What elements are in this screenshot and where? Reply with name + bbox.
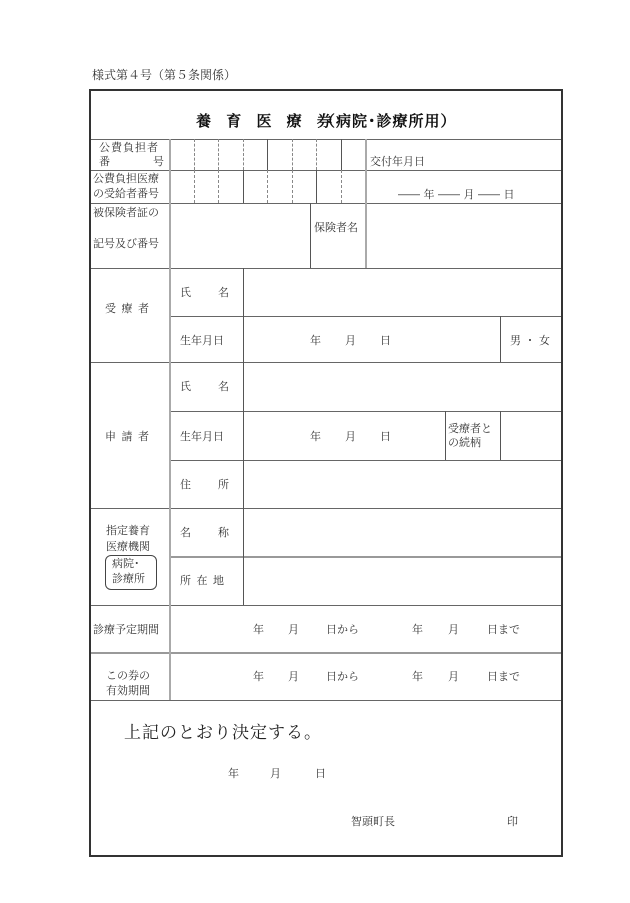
patient-name-field[interactable] xyxy=(244,269,559,316)
form-title: 養 育 医 療 券 xyxy=(196,112,337,130)
treatment-to-day: 日まで xyxy=(487,623,520,636)
institution-section-label-2: 医療機関 xyxy=(106,540,150,553)
treatment-to-year: 年 xyxy=(412,623,423,636)
recipient-number-label: 公費負担医療 xyxy=(93,172,159,185)
decision-date-year: 年 xyxy=(228,767,239,780)
issuer-name: 智頭町長 xyxy=(351,815,395,828)
institution-location-field[interactable] xyxy=(244,558,559,605)
recipient-number-field[interactable] xyxy=(171,171,365,203)
validity-from-month: 月 xyxy=(288,670,299,683)
patient-section-label: 受 療 者 xyxy=(105,302,150,315)
payer-number-label-2a: 番 xyxy=(99,155,110,168)
applicant-address-label-b: 所 xyxy=(218,478,229,491)
applicant-address-label: 住 xyxy=(180,478,191,491)
form-number: 様式第４号（第５条関係） xyxy=(92,68,237,82)
recipient-number-label-2: の受給者番号 xyxy=(93,187,159,200)
validity-to-year: 年 xyxy=(412,670,423,683)
validity-from-day: 日から xyxy=(326,670,359,683)
applicant-dob-field[interactable] xyxy=(244,412,444,460)
applicant-section-label: 申 請 者 xyxy=(105,430,150,443)
decision-statement: 上記のとおり決定する。 xyxy=(124,723,322,743)
payer-number-field[interactable] xyxy=(171,140,365,170)
applicant-dob-day: 日 xyxy=(380,430,391,443)
decision-date-month: 月 xyxy=(270,767,281,780)
treatment-from-day: 日から xyxy=(326,623,359,636)
treatment-from-year: 年 xyxy=(253,623,264,636)
insurance-label-2: 記号及び番号 xyxy=(93,237,159,250)
patient-dob-label: 生年月日 xyxy=(180,334,224,347)
payer-number-label: 公費負担者 xyxy=(99,141,159,154)
institution-name-label: 名 xyxy=(180,526,191,539)
treatment-period-field[interactable] xyxy=(171,606,559,652)
insurer-name-field[interactable] xyxy=(367,204,559,268)
institution-section-label: 指定養育 xyxy=(106,524,150,537)
patient-dob-day: 日 xyxy=(380,334,391,347)
patient-dob-month: 月 xyxy=(345,334,356,347)
issue-date-value[interactable]: ―― 年 ―― 月 ―― 日 xyxy=(398,188,515,201)
validity-period-label-2: 有効期間 xyxy=(106,684,150,697)
seal-mark: 印 xyxy=(507,815,518,828)
institution-type-label-2: 診療所 xyxy=(112,572,145,585)
validity-period-field[interactable] xyxy=(171,654,559,700)
validity-period-label: この券の xyxy=(106,669,150,682)
institution-name-label-b: 称 xyxy=(218,526,229,539)
patient-dob-field[interactable] xyxy=(244,317,500,362)
treatment-to-month: 月 xyxy=(448,623,459,636)
institution-name-field[interactable] xyxy=(244,509,559,556)
patient-sex-selector[interactable]: 男 ・ 女 xyxy=(510,334,550,347)
validity-from-year: 年 xyxy=(253,670,264,683)
insurance-label: 被保険者証の xyxy=(93,206,159,219)
institution-location-label: 所 在 地 xyxy=(180,574,225,587)
relation-label-2: の続柄 xyxy=(448,436,481,449)
payer-number-label-2b: 号 xyxy=(153,155,164,168)
insurance-number-field[interactable] xyxy=(171,204,310,268)
institution-type-label: 病院･ xyxy=(112,557,140,570)
insurer-name-label: 保険者名 xyxy=(314,221,358,234)
applicant-dob-label: 生年月日 xyxy=(180,430,224,443)
applicant-dob-year: 年 xyxy=(310,430,321,443)
applicant-name-field[interactable] xyxy=(244,363,559,411)
patient-dob-year: 年 xyxy=(310,334,321,347)
applicant-name-label-b: 名 xyxy=(218,380,229,393)
form-title-sub: （病院･診療所用） xyxy=(320,112,457,130)
issue-date-label: 交付年月日 xyxy=(370,155,425,168)
treatment-from-month: 月 xyxy=(288,623,299,636)
decision-date-day: 日 xyxy=(315,767,326,780)
patient-name-label: 氏 xyxy=(180,286,191,299)
patient-name-label-b: 名 xyxy=(218,286,229,299)
relation-label: 受療者と xyxy=(448,422,492,435)
divider xyxy=(91,700,561,701)
column-divider xyxy=(445,411,446,460)
column-divider xyxy=(500,316,501,362)
validity-to-month: 月 xyxy=(448,670,459,683)
validity-to-day: 日まで xyxy=(487,670,520,683)
applicant-address-field[interactable] xyxy=(244,461,559,508)
column-divider xyxy=(310,203,311,268)
treatment-period-label: 診療予定期間 xyxy=(93,623,159,636)
applicant-dob-month: 月 xyxy=(345,430,356,443)
applicant-name-label: 氏 xyxy=(180,380,191,393)
relation-field[interactable] xyxy=(501,412,559,460)
